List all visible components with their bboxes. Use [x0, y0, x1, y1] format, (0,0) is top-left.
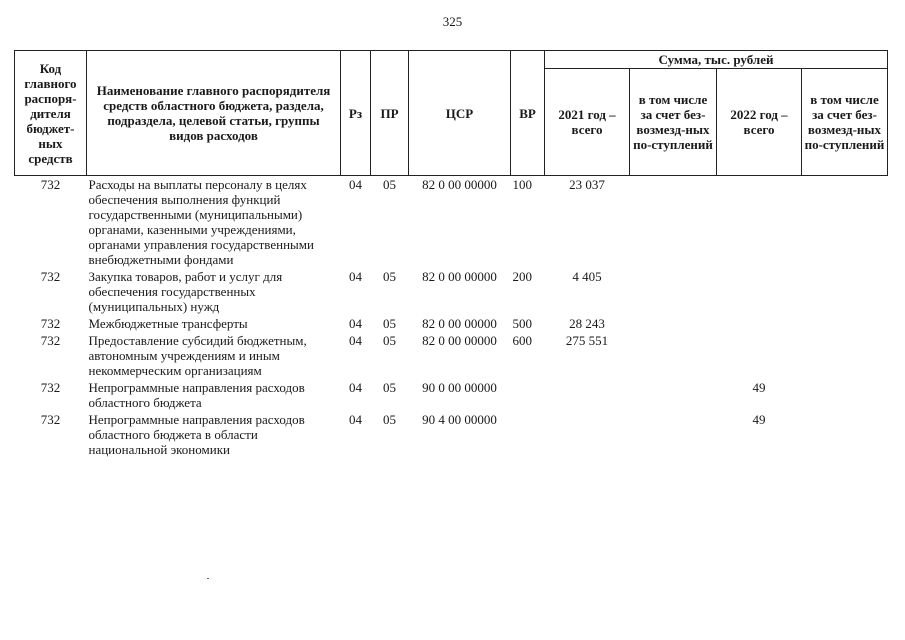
row-sum-2021: 4 405 [572, 269, 602, 284]
row-name: Закупка товаров, работ и услуг для обеспечения государственных (муниципальных) нужд [88, 269, 283, 314]
row-sum-2022-bezvozm [802, 268, 888, 315]
header-name: Наименование главного распорядителя средств областного бюджета, раздела, подраздела, целевой статьи, группы видов расходов [87, 51, 341, 176]
row-vr [511, 411, 545, 458]
header-pr: ПР [371, 51, 409, 176]
table-row [15, 411, 888, 458]
row-kod: 732 [40, 177, 61, 192]
row-sum-2022-bezvozm [802, 176, 888, 269]
header-sum-group: Сумма, тыс. рублей [545, 51, 888, 69]
scan-speck [207, 578, 209, 579]
row-rz: 04 [349, 269, 362, 284]
row-sum-2021-bezvozm [630, 176, 717, 269]
row-rz: 04 [349, 316, 362, 331]
header-2022-total: 2022 год – всего [717, 69, 802, 176]
row-kod: 732 [40, 333, 61, 348]
row-pr: 05 [383, 269, 396, 284]
row-sum-2022-bezvozm [802, 332, 888, 379]
row-csr: 82 0 00 00000 [422, 269, 497, 284]
row-sum-2021: 23 037 [569, 177, 605, 192]
row-name: Непрограммные направления расходов областного бюджета в области национальной экономики [88, 412, 305, 457]
row-rz: 04 [349, 412, 362, 427]
row-csr: 82 0 00 00000 [422, 177, 497, 192]
row-rz: 04 [349, 333, 362, 348]
row-kod: 732 [40, 380, 61, 395]
row-sum-2021-bezvozm [630, 268, 717, 315]
header-2022-bezvozm: в том числе за счет без-возмезд-ных по-ступлений [802, 69, 888, 176]
row-sum-2021 [545, 411, 630, 458]
row-pr: 05 [383, 380, 396, 395]
row-sum-2022-bezvozm [802, 315, 888, 332]
row-rz: 04 [349, 380, 362, 395]
row-pr: 05 [383, 333, 396, 348]
row-vr: 500 [512, 316, 532, 331]
table-row [15, 268, 888, 315]
row-sum-2021-bezvozm [630, 411, 717, 458]
row-vr: 600 [512, 333, 532, 348]
row-pr: 05 [383, 316, 396, 331]
row-csr: 90 4 00 00000 [422, 412, 497, 427]
table-row [15, 176, 888, 269]
row-csr: 90 0 00 00000 [422, 380, 497, 395]
row-kod: 732 [40, 269, 61, 284]
row-sum-2021: 275 551 [565, 333, 609, 348]
row-kod: 732 [40, 316, 61, 331]
header-vr: ВР [511, 51, 545, 176]
page-number: 325 [442, 14, 463, 29]
header-rz: Рз [341, 51, 371, 176]
table-row [15, 315, 888, 332]
row-sum-2022 [717, 332, 802, 379]
row-name: Межбюджетные трансферты [88, 316, 248, 331]
header-csr: ЦСР [409, 51, 511, 176]
row-rz: 04 [349, 177, 362, 192]
row-sum-2022 [717, 315, 802, 332]
row-vr: 200 [512, 269, 532, 284]
header-2021-total: 2021 год – всего [545, 69, 630, 176]
row-sum-2022: 49 [752, 380, 766, 395]
row-pr: 05 [383, 177, 396, 192]
table-row [15, 332, 888, 379]
row-kod: 732 [40, 412, 61, 427]
row-sum-2022: 49 [752, 412, 766, 427]
row-name: Непрограммные направления расходов областного бюджета [88, 380, 305, 410]
row-sum-2021-bezvozm [630, 379, 717, 411]
header-2021-bezvozm: в том числе за счет без-возмезд-ных по-ступлений [630, 69, 717, 176]
table-body [15, 176, 888, 459]
row-vr: 100 [512, 177, 532, 192]
row-pr: 05 [383, 412, 396, 427]
row-csr: 82 0 00 00000 [422, 333, 497, 348]
row-name: Предоставление субсидий бюджетным, автономным учреждениям и иным некоммерческим организациям [88, 333, 307, 378]
header-kod: Код главного распоря-дителя бюджет-ных средств [15, 51, 87, 176]
row-sum-2021 [545, 379, 630, 411]
row-vr [511, 379, 545, 411]
row-name: Расходы на выплаты персоналу в целях обеспечения выполнения функций государственными (муниципальными) органами, казенными учреждениями, органами управления государственными внебюджетными фондами [88, 177, 314, 267]
row-sum-2022-bezvozm [802, 411, 888, 458]
budget-table [14, 50, 888, 458]
table-header [15, 51, 888, 176]
row-csr: 82 0 00 00000 [422, 316, 497, 331]
row-sum-2022 [717, 176, 802, 269]
row-sum-2022 [717, 268, 802, 315]
row-sum-2022-bezvozm [802, 379, 888, 411]
row-sum-2021-bezvozm [630, 332, 717, 379]
row-sum-2021: 28 243 [569, 316, 605, 331]
table-row [15, 379, 888, 411]
row-sum-2021-bezvozm [630, 315, 717, 332]
